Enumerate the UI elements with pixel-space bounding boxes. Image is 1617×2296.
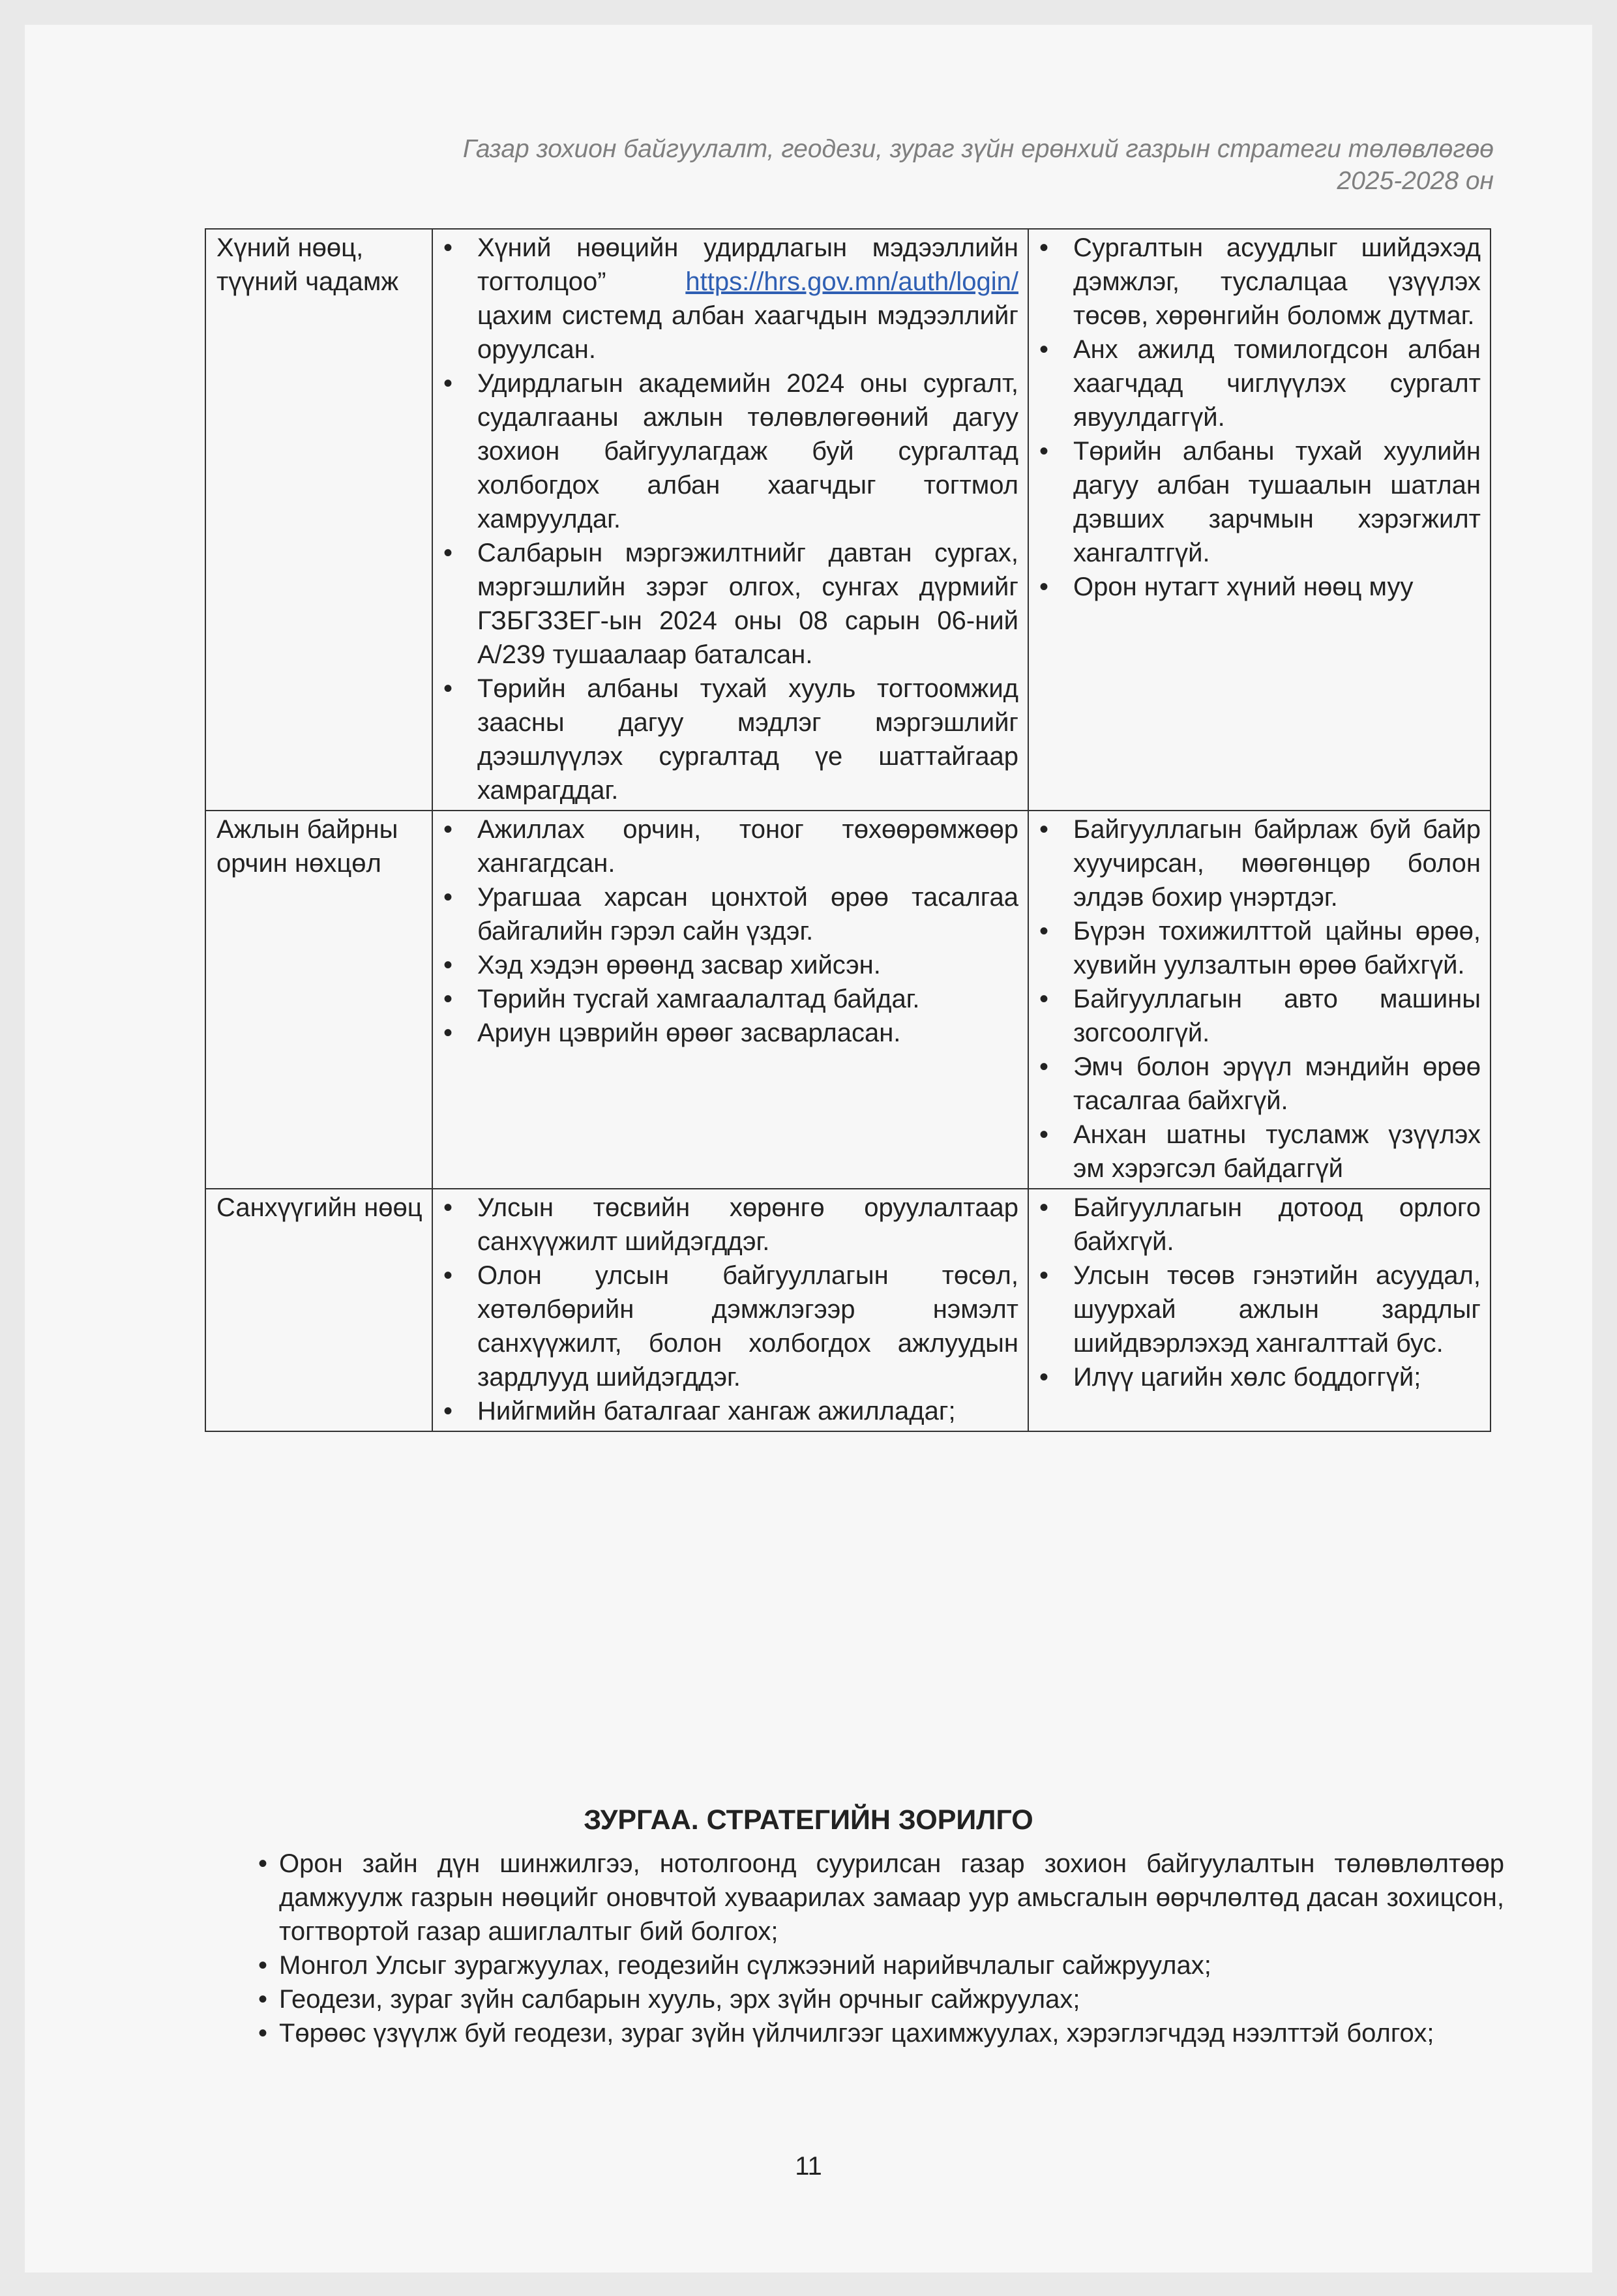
list-item: • Анх ажилд томилогдсон албан хаагчдад чиглүүлэх сургалт явуулдаггүй. bbox=[1073, 333, 1481, 434]
weaknesses-cell bbox=[1028, 1189, 1491, 1431]
list-item: • Ажиллах орчин, тоног төхөөрөмжөөр хангагдсан. bbox=[477, 813, 1018, 880]
running-header bbox=[390, 133, 1494, 197]
list-item: • Хэд хэдэн өрөөнд засвар хийсэн. bbox=[477, 948, 1018, 982]
weaknesses-list bbox=[1039, 813, 1481, 1185]
category-cell bbox=[205, 1189, 432, 1431]
table-row bbox=[205, 229, 1491, 811]
list-item bbox=[477, 231, 1018, 366]
category-label: Ажлын байрны орчин нөхцөл bbox=[216, 815, 398, 878]
table-row bbox=[205, 1189, 1491, 1431]
list-item: • Салбарын мэргэжилтнийг давтан сургах, мэргэшлийн зэрэг олгох, сунгах дүрмийг ГЗБГЗЗЕГ-ын 2024 оны 08 сарын 06-ний А/239 тушаалаар баталсан. bbox=[477, 536, 1018, 672]
list-item: • Ариун цэврийн өрөөг засварласан. bbox=[477, 1016, 1018, 1050]
list-item: • Бүрэн тохижилттой цайны өрөө, хувийн уулзалтын өрөө байхгүй. bbox=[1073, 914, 1481, 982]
strengths-cell bbox=[432, 1189, 1028, 1431]
item-text: Хүний нөөцийн удирдлагын мэдээллийн тогтолцоо” bbox=[477, 233, 1018, 296]
strengths-list bbox=[443, 1191, 1018, 1428]
item-text: цахим системд албан хаагчдын мэдээллийг оруулсан. bbox=[477, 301, 1018, 364]
document-page bbox=[25, 25, 1592, 2273]
weaknesses-cell bbox=[1028, 229, 1491, 811]
list-item: • Улсын төсөв гэнэтийн асуудал, шуурхай ажлын зардлыг шийдвэрлэхэд хангалттай бус. bbox=[1073, 1259, 1481, 1360]
category-cell bbox=[205, 811, 432, 1189]
table-row bbox=[205, 811, 1491, 1189]
list-item: • Урагшаа харсан цонхтой өрөө тасалгаа байгалийн гэрэл сайн үздэг. bbox=[477, 880, 1018, 948]
list-item: • Байгууллагын байрлаж буй байр хуучирсан, мөөгөнцөр болон элдэв бохир үнэртдэг. bbox=[1073, 813, 1481, 914]
list-item: • Байгууллагын авто машины зогсоолгүй. bbox=[1073, 982, 1481, 1050]
category-label: Санхүүгийн нөөц bbox=[216, 1193, 423, 1222]
list-item: • Олон улсын байгууллагын төсөл, хөтөлбөрийн дэмжлэгээр нэмэлт санхүүжилт, болон холбогдох ажлуудын зардлууд шийдэгддэг. bbox=[477, 1259, 1018, 1394]
list-item: • Төрийн тусгай хамгаалалтад байдаг. bbox=[477, 982, 1018, 1016]
header-title: Газар зохион байгуулалт, геодези, зураг зүйн ерөнхий газрын стратеги төлөвлөгөө bbox=[462, 135, 1494, 163]
section-heading: ЗУРГАА. СТРАТЕГИЙН ЗОРИЛГО bbox=[584, 1804, 1033, 1836]
list-item: • Удирдлагын академийн 2024 оны сургалт, судалгааны ажлын төлөвлөгөөний дагуу зохион байгуулагдаж буй сургалтад холбогдох албан хаагчдыг тогтмол хамруулдаг. bbox=[477, 366, 1018, 536]
goal-item: • Монгол Улсыг зурагжуулах, геодезийн сүлжээний нарийвчлалыг сайжруулах; bbox=[279, 1948, 1504, 1982]
weaknesses-cell bbox=[1028, 811, 1491, 1189]
goal-item: • Геодези, зураг зүйн салбарын хууль, эрх зүйн орчныг сайжруулах; bbox=[279, 1982, 1504, 2016]
strategic-goals-list bbox=[279, 1847, 1504, 2050]
list-item: • Эмч болон эрүүл мэндийн өрөө тасалгаа байхгүй. bbox=[1073, 1050, 1481, 1118]
category-label: Хүний нөөц, түүний чадамж bbox=[216, 233, 399, 296]
list-item: • Сургалтын асуудлыг шийдэхэд дэмжлэг, туслалцаа үзүүлэх төсөв, хөрөнгийн боломж дутмаг. bbox=[1073, 231, 1481, 333]
goal-item: • Төрөөс үзүүлж буй геодези, зураг зүйн үйлчилгээг цахимжуулах, хэрэглэгчдэд нээлттэй болгох; bbox=[279, 2016, 1504, 2050]
page-number: 11 bbox=[795, 2152, 822, 2181]
weaknesses-list bbox=[1039, 231, 1481, 604]
strengths-list bbox=[443, 231, 1018, 807]
hrs-link[interactable]: https://hrs.gov.mn/auth/login/ bbox=[685, 267, 1018, 296]
strengths-cell bbox=[432, 229, 1028, 811]
list-item: • Төрийн албаны тухай хуулийн дагуу албан тушаалын шатлан дэвших зарчмын хэрэгжилт хангалтгүй. bbox=[1073, 434, 1481, 570]
list-item: • Нийгмийн баталгааг хангаж ажилладаг; bbox=[477, 1394, 1018, 1428]
list-item: • Төрийн албаны тухай хууль тогтоомжид заасны дагуу мэдлэг мэргэшлийг дээшлүүлэх сургалтад үе шаттайгаар хамрагддаг. bbox=[477, 672, 1018, 807]
strengths-list bbox=[443, 813, 1018, 1050]
list-item: • Анхан шатны тусламж үзүүлэх эм хэрэгсэл байдаггүй bbox=[1073, 1118, 1481, 1185]
list-item: • Илүү цагийн хөлс боддоггүй; bbox=[1073, 1360, 1481, 1394]
list-item: • Орон нутагт хүний нөөц муу bbox=[1073, 570, 1481, 604]
swot-table bbox=[205, 228, 1491, 1432]
weaknesses-list bbox=[1039, 1191, 1481, 1394]
list-item: • Улсын төсвийн хөрөнгө оруулалтаар санхүүжилт шийдэгддэг. bbox=[477, 1191, 1018, 1259]
strengths-cell bbox=[432, 811, 1028, 1189]
list-item: • Байгууллагын дотоод орлого байхгүй. bbox=[1073, 1191, 1481, 1259]
category-cell bbox=[205, 229, 432, 811]
goal-item: • Орон зайн дүн шинжилгээ, нотолгоонд суурилсан газар зохион байгуулалтын төлөвлөлтөөр дамжуулж газрын нөөцийг оновчтой хуваарилах замаар уур амьсгалын өөрчлөлтөд дасан зохицсон, тогтвортой газар ашиглалтыг бий болгох; bbox=[279, 1847, 1504, 1948]
header-period: 2025-2028 он bbox=[1337, 167, 1494, 195]
